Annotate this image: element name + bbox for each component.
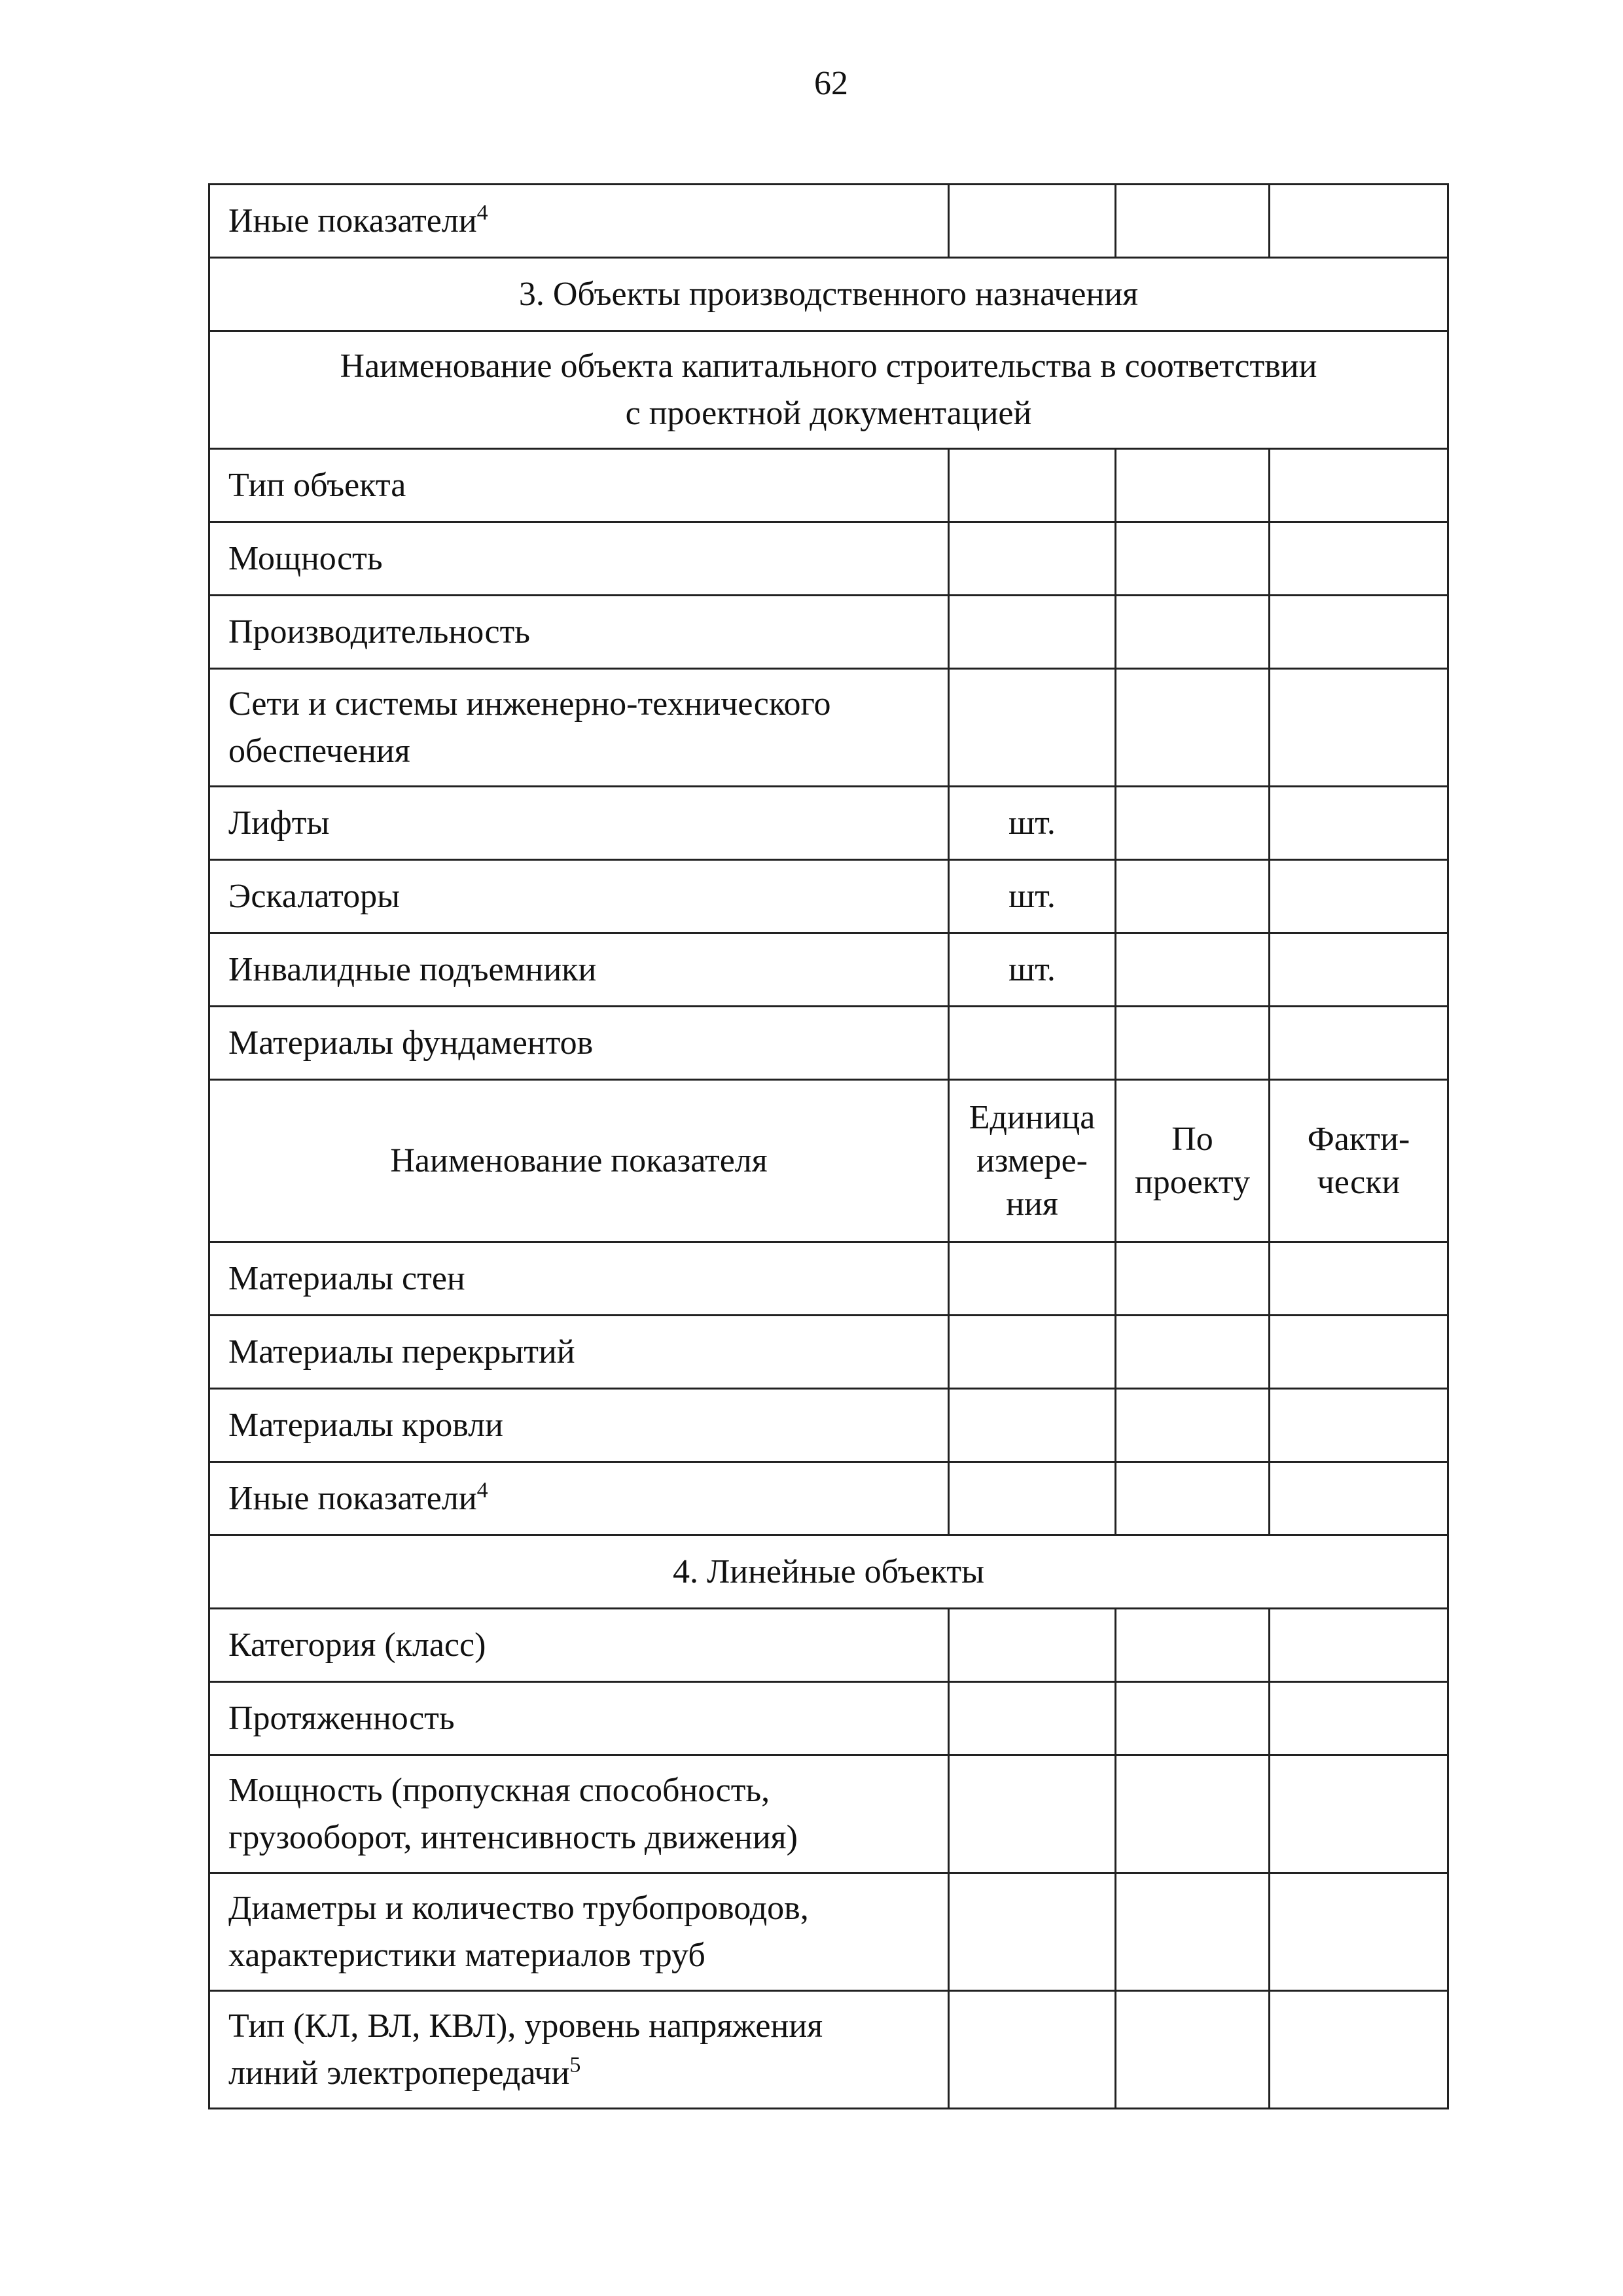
header-project-line-2: проекту xyxy=(1134,1163,1251,1201)
indicator-name-cell xyxy=(209,185,949,258)
table-row xyxy=(209,1389,1448,1462)
section-4-title: 4. Линейные объекты xyxy=(209,1535,1448,1609)
project-value-cell xyxy=(1116,1007,1270,1080)
indicator-name: Протяженность xyxy=(209,1682,949,1755)
project-value-cell xyxy=(1116,1389,1270,1462)
unit-cell xyxy=(949,1682,1116,1755)
indicator-name-cell xyxy=(209,669,949,787)
object-name-cell xyxy=(209,331,1448,449)
indicator-name: Мощность xyxy=(209,522,949,596)
actual-value-cell xyxy=(1270,1007,1448,1080)
indicator-name-cell xyxy=(209,1991,949,2109)
section-heading-row xyxy=(209,258,1448,331)
unit-cell xyxy=(949,1389,1116,1462)
unit-cell xyxy=(949,1316,1116,1389)
project-value-cell xyxy=(1116,449,1270,522)
header-actual-line-1: Факти- xyxy=(1307,1120,1410,1158)
footnote-ref: 4 xyxy=(476,200,488,225)
project-value-cell xyxy=(1116,1316,1270,1389)
indicator-name: Иные показатели xyxy=(228,1479,477,1517)
unit-cell: шт. xyxy=(949,860,1116,933)
header-unit-line-3: ния xyxy=(1006,1185,1058,1223)
actual-value-cell xyxy=(1270,933,1448,1007)
project-value-cell xyxy=(1116,860,1270,933)
header-unit-line-1: Единица xyxy=(969,1098,1096,1136)
header-indicator-name: Наименование показателя xyxy=(209,1080,949,1242)
table-row xyxy=(209,860,1448,933)
table-row xyxy=(209,522,1448,596)
indicator-name-line-1: Сети и системы инженерно-технического xyxy=(228,685,831,723)
unit-cell xyxy=(949,1873,1116,1991)
unit-cell: шт. xyxy=(949,787,1116,860)
object-name-line-1: Наименование объекта капитального строительства в соответствии xyxy=(340,347,1317,385)
actual-value-cell xyxy=(1270,1462,1448,1535)
header-project xyxy=(1116,1080,1270,1242)
indicator-name-line-2: обеспечения xyxy=(228,732,410,770)
table-row xyxy=(209,596,1448,669)
actual-value-cell xyxy=(1270,669,1448,787)
indicator-name: Инвалидные подъемники xyxy=(209,933,949,1007)
unit-cell xyxy=(949,449,1116,522)
actual-value-cell xyxy=(1270,1991,1448,2109)
unit-cell xyxy=(949,1991,1116,2109)
table-row xyxy=(209,1873,1448,1991)
table-row xyxy=(209,1242,1448,1316)
indicator-name: Материалы фундаментов xyxy=(209,1007,949,1080)
actual-value-cell xyxy=(1270,1682,1448,1755)
indicator-name: Материалы перекрытий xyxy=(209,1316,949,1389)
footnote-ref: 5 xyxy=(569,2053,581,2077)
actual-value-cell xyxy=(1270,1873,1448,1991)
indicator-name: Лифты xyxy=(209,787,949,860)
project-value-cell xyxy=(1116,1462,1270,1535)
table-row xyxy=(209,1007,1448,1080)
unit-cell xyxy=(949,596,1116,669)
table-row xyxy=(209,1682,1448,1755)
actual-value-cell xyxy=(1270,787,1448,860)
indicator-name-line-2: линий электропередачи xyxy=(228,2054,570,2092)
actual-value-cell xyxy=(1270,449,1448,522)
actual-value-cell xyxy=(1270,1316,1448,1389)
table-row xyxy=(209,787,1448,860)
header-actual-line-2: чески xyxy=(1317,1163,1400,1201)
object-name-line-2: с проектной документацией xyxy=(625,394,1032,432)
unit-cell xyxy=(949,669,1116,787)
header-project-line-1: По xyxy=(1171,1120,1213,1158)
unit-cell xyxy=(949,185,1116,258)
unit-cell xyxy=(949,522,1116,596)
actual-value-cell xyxy=(1270,1755,1448,1873)
table-row xyxy=(209,1991,1448,2109)
unit-cell xyxy=(949,1242,1116,1316)
indicator-name: Категория (класс) xyxy=(209,1609,949,1682)
project-value-cell xyxy=(1116,522,1270,596)
indicator-name-line-1: Мощность (пропускная способность, xyxy=(228,1771,770,1809)
indicator-name: Тип объекта xyxy=(209,449,949,522)
indicators-table xyxy=(208,183,1449,2109)
indicator-name-line-2: характеристики материалов труб xyxy=(228,1936,705,1974)
actual-value-cell xyxy=(1270,1242,1448,1316)
column-header-row xyxy=(209,1080,1448,1242)
table-row xyxy=(209,1462,1448,1535)
project-value-cell xyxy=(1116,1609,1270,1682)
actual-value-cell xyxy=(1270,596,1448,669)
table-row xyxy=(209,185,1448,258)
actual-value-cell xyxy=(1270,860,1448,933)
table-row xyxy=(209,933,1448,1007)
table-row xyxy=(209,669,1448,787)
project-value-cell xyxy=(1116,1991,1270,2109)
footnote-ref: 4 xyxy=(476,1478,488,1503)
project-value-cell xyxy=(1116,1755,1270,1873)
actual-value-cell xyxy=(1270,522,1448,596)
project-value-cell xyxy=(1116,933,1270,1007)
table-row xyxy=(209,1609,1448,1682)
table-row xyxy=(209,1755,1448,1873)
section-heading-row xyxy=(209,1535,1448,1609)
header-actual xyxy=(1270,1080,1448,1242)
unit-cell xyxy=(949,1462,1116,1535)
header-unit-line-2: измере- xyxy=(976,1141,1088,1179)
actual-value-cell xyxy=(1270,1609,1448,1682)
indicator-name: Материалы кровли xyxy=(209,1389,949,1462)
actual-value-cell xyxy=(1270,1389,1448,1462)
unit-cell xyxy=(949,1755,1116,1873)
indicator-name-line-2: грузооборот, интенсивность движения) xyxy=(228,1818,798,1856)
project-value-cell xyxy=(1116,185,1270,258)
project-value-cell xyxy=(1116,596,1270,669)
indicator-name-line-1: Диаметры и количество трубопроводов, xyxy=(228,1889,809,1927)
table-row xyxy=(209,1316,1448,1389)
project-value-cell xyxy=(1116,1242,1270,1316)
indicator-name-line-2-wrap xyxy=(228,2050,929,2097)
object-name-row xyxy=(209,331,1448,449)
project-value-cell xyxy=(1116,1682,1270,1755)
actual-value-cell xyxy=(1270,185,1448,258)
indicator-name-cell xyxy=(209,1873,949,1991)
unit-cell xyxy=(949,1609,1116,1682)
indicator-name: Материалы стен xyxy=(209,1242,949,1316)
indicator-name: Иные показатели xyxy=(228,202,477,240)
project-value-cell xyxy=(1116,669,1270,787)
page-number: 62 xyxy=(814,65,848,102)
section-3-title: 3. Объекты производственного назначения xyxy=(209,258,1448,331)
unit-cell xyxy=(949,1007,1116,1080)
indicator-name-cell xyxy=(209,1755,949,1873)
project-value-cell xyxy=(1116,787,1270,860)
indicator-name-line-1: Тип (КЛ, ВЛ, КВЛ), уровень напряжения xyxy=(228,2007,823,2045)
indicator-name: Эскалаторы xyxy=(209,860,949,933)
project-value-cell xyxy=(1116,1873,1270,1991)
indicator-name-cell xyxy=(209,1462,949,1535)
table-row xyxy=(209,449,1448,522)
unit-cell: шт. xyxy=(949,933,1116,1007)
indicator-name: Производительность xyxy=(209,596,949,669)
header-unit xyxy=(949,1080,1116,1242)
